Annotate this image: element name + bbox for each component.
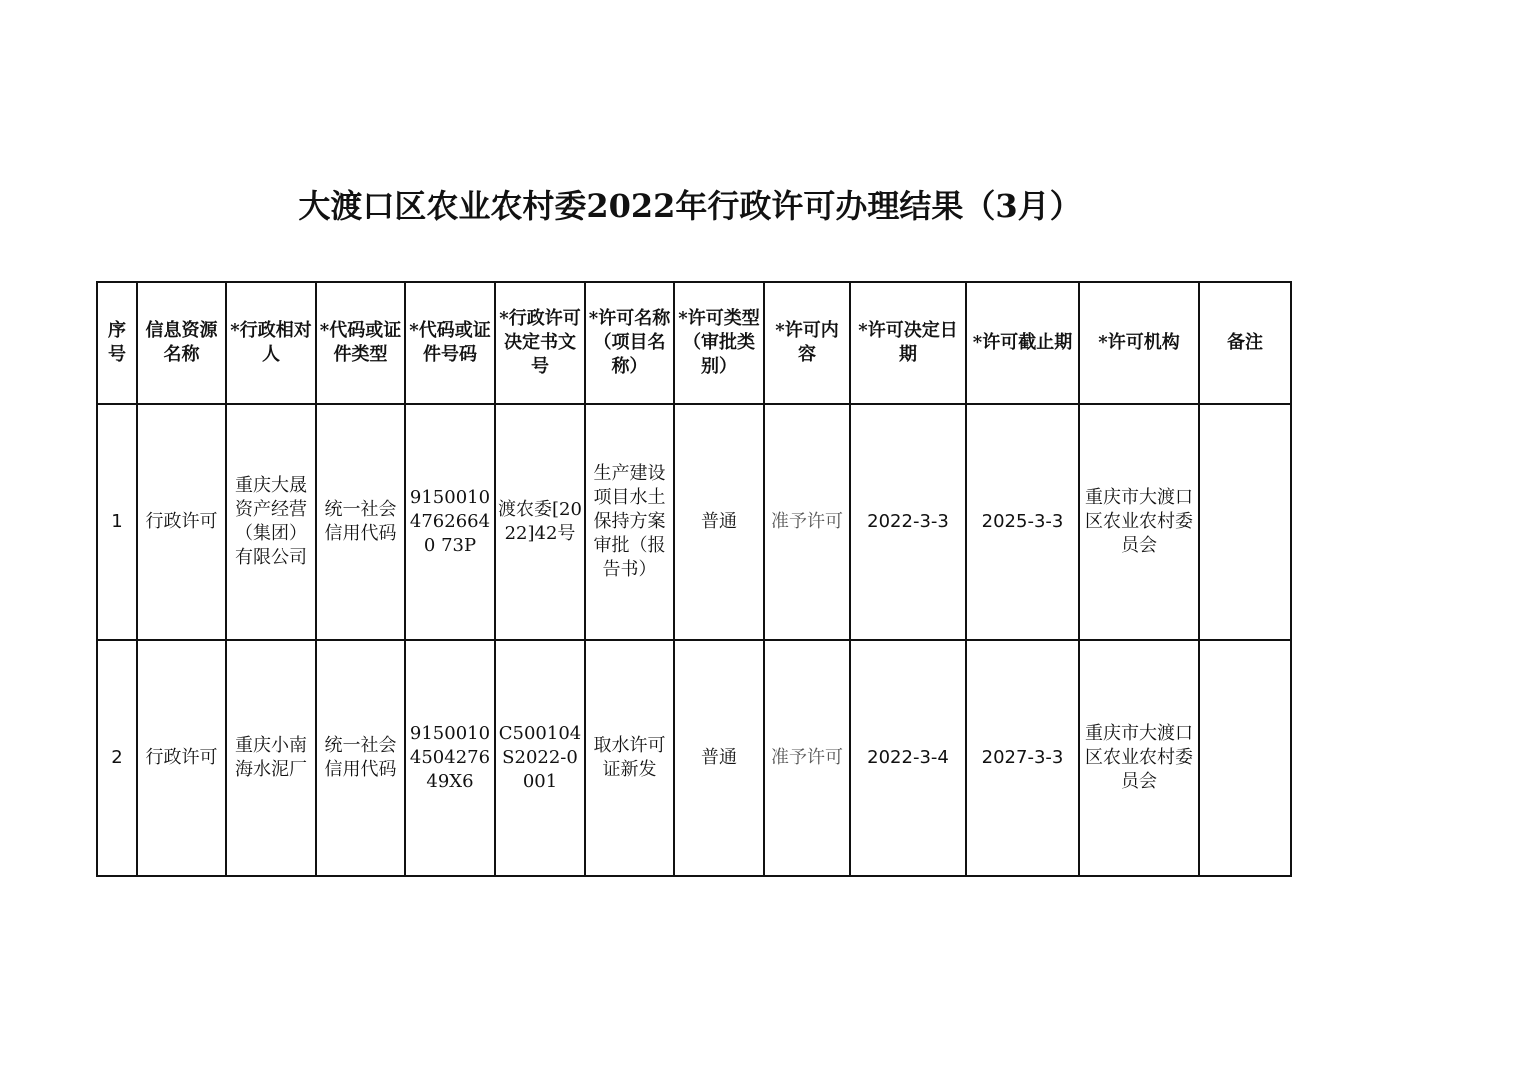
cell-permit-type: 普通 (674, 404, 764, 640)
cell-content: 准予许可 (764, 404, 850, 640)
permit-results-table (96, 281, 1292, 877)
cell-expiry: 2025-3-3 (966, 404, 1079, 640)
cell-id-type: 统一社会信用代码 (316, 404, 405, 640)
table-header-row (97, 282, 1291, 404)
column-header-permit-name: *许可名称（项目名称） (585, 282, 674, 404)
cell-id-type: 统一社会信用代码 (316, 640, 405, 876)
table-row (97, 640, 1291, 876)
cell-expiry: 2027-3-3 (966, 640, 1079, 876)
cell-agency: 重庆市大渡口区农业农村委员会 (1079, 404, 1199, 640)
column-header-id-type: *代码或证件类型 (316, 282, 405, 404)
cell-decision-date: 2022-3-4 (850, 640, 966, 876)
column-header-seq: 序号 (97, 282, 137, 404)
column-header-note: 备注 (1199, 282, 1291, 404)
column-header-decision-no: *行政许可决定书文号 (495, 282, 585, 404)
cell-party: 重庆小南海水泥厂 (226, 640, 316, 876)
cell-agency: 重庆市大渡口区农业农村委员会 (1079, 640, 1199, 876)
cell-id-number: 91500104504276 49X6 (405, 640, 495, 876)
cell-seq: 2 (97, 640, 137, 876)
cell-id-number: 915001047626640 73P (405, 404, 495, 640)
cell-note (1199, 640, 1291, 876)
column-header-resource: 信息资源名称 (137, 282, 226, 404)
cell-decision-no: C500104S2022-0001 (495, 640, 585, 876)
cell-note (1199, 404, 1291, 640)
cell-resource: 行政许可 (137, 640, 226, 876)
page-title: 大渡口区农业农村委2022年行政许可办理结果（3月） (298, 187, 1082, 225)
column-header-content: *许可内容 (764, 282, 850, 404)
cell-permit-name: 生产建设项目水土保持方案审批（报告书） (585, 404, 674, 640)
column-header-id-number: *代码或证件号码 (405, 282, 495, 404)
table-row (97, 404, 1291, 640)
cell-content: 准予许可 (764, 640, 850, 876)
column-header-expiry: *许可截止期 (966, 282, 1079, 404)
cell-decision-date: 2022-3-3 (850, 404, 966, 640)
cell-party: 重庆大晟资产经营（集团）有限公司 (226, 404, 316, 640)
cell-seq: 1 (97, 404, 137, 640)
column-header-permit-type: *许可类型（审批类别） (674, 282, 764, 404)
column-header-decision-date: *许可决定日期 (850, 282, 966, 404)
cell-permit-name: 取水许可证新发 (585, 640, 674, 876)
cell-decision-no: 渡农委[2022]42号 (495, 404, 585, 640)
cell-resource: 行政许可 (137, 404, 226, 640)
column-header-party: *行政相对人 (226, 282, 316, 404)
cell-permit-type: 普通 (674, 640, 764, 876)
column-header-agency: *许可机构 (1079, 282, 1199, 404)
